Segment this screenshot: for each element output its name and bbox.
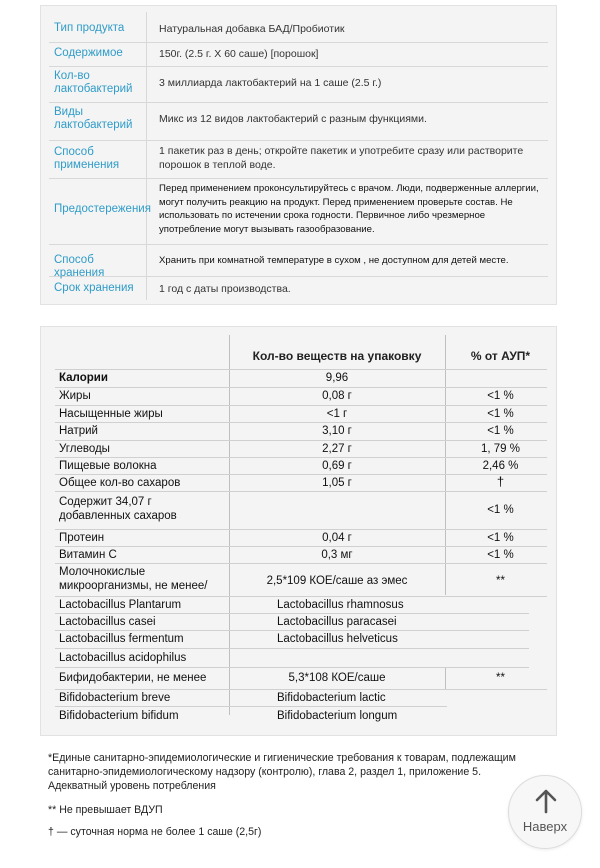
nutrition-row-lactic — [55, 563, 547, 597]
spec-value: Хранить при комнатной температуре в сухом , не доступном для детей месте. — [159, 255, 509, 266]
back-to-top-button[interactable] — [508, 775, 582, 849]
nutrient-amount: 9,96 — [325, 372, 349, 384]
spec-row-contents — [49, 42, 548, 67]
spec-row-storage — [49, 244, 548, 277]
footnote-standards: *Единые санитарно-эпидемиологические и гигиенические требования к товарам, подлежащим санитарно-эпидемиологическому надзору (контролю), глава 2, раздел 1, приложение 5. Адекватный уровень потребления — [48, 752, 516, 792]
spec-row-type — [49, 12, 548, 43]
product-spec-card — [40, 5, 557, 305]
strain-right: Lactobacillus rhamnosus — [277, 599, 404, 611]
strain-right: Bifidobacterium longum — [277, 710, 398, 722]
nutrition-row — [55, 440, 547, 458]
nutrition-row — [55, 529, 547, 547]
nutrition-row — [55, 405, 547, 423]
nutrition-row — [55, 546, 547, 564]
footnote-daily-norm: † — суточная норма не более 1 саше (2,5г) — [48, 826, 262, 838]
nutrition-header — [55, 335, 547, 370]
spec-label: Тип продукта — [54, 22, 125, 34]
nutrient-name: Жиры — [59, 390, 91, 402]
spec-value: Перед применением проконсультируйтесь с врачом. Люди, подверженные аллергии, могут получить реакцию на продукт. Перед применением проверьте состав. Не использовать по истечении срока годности. Первичное либо чрезмерное употребление могут вызывать газообразование. — [159, 183, 539, 235]
nutrition-card — [40, 326, 557, 736]
nutrient-amount: 0,08 г — [322, 390, 352, 402]
nutrient-name: Молочнокислые микроорганизмы, не менее/ — [59, 566, 208, 592]
nutrition-row — [55, 422, 547, 441]
header-amount: Кол-во веществ на упаковку — [252, 349, 422, 363]
strain-left: Lactobacillus acidophilus — [59, 652, 187, 664]
nutrient-amount: 5,3*108 КОЕ/саше — [288, 672, 386, 684]
nutrition-row — [55, 387, 547, 406]
strain-row — [55, 689, 447, 707]
spec-value: 3 миллиарда лактобактерий на 1 саше (2.5 г.) — [159, 77, 382, 89]
strain-row — [55, 706, 447, 726]
nutrition-row — [55, 491, 547, 530]
footnote-vdup: ** Не превышает ВДУП — [48, 804, 163, 816]
nutrient-percent: 2,46 % — [482, 460, 519, 472]
nutrient-name: Содержит 34,07 г добавленных сахаров — [59, 496, 177, 522]
spec-row-shelf-life — [49, 276, 548, 300]
strain-left: Bifidobacterium breve — [59, 692, 171, 704]
nutrient-amount: <1 г — [326, 408, 348, 420]
nutrition-row-calories — [55, 369, 547, 388]
strain-row — [55, 648, 529, 668]
nutrient-percent: <1 % — [487, 549, 514, 561]
nutrient-amount: 1,05 г — [322, 477, 352, 489]
strain-row — [55, 630, 529, 649]
strain-row — [55, 613, 529, 631]
header-percent: % от АУП* — [470, 349, 531, 363]
strain-right: Bifidobacterium lactic — [277, 692, 386, 704]
spec-label: Способ хранения — [54, 254, 105, 279]
nutrient-amount: 2,5*109 КОЕ/саше аз эмес — [266, 575, 408, 587]
strain-row — [55, 596, 529, 614]
spec-label: Виды лактобактерий — [54, 106, 133, 131]
spec-label: Срок хранения — [54, 282, 134, 294]
back-to-top-label: Наверх — [522, 819, 568, 834]
nutrient-name: Насыщенные жиры — [59, 408, 163, 420]
nutrient-name: Пищевые волокна — [59, 460, 157, 472]
spec-row-warnings — [49, 178, 548, 245]
nutrient-percent: <1 % — [487, 408, 514, 420]
nutrient-percent: 1, 79 % — [481, 443, 520, 455]
nutrient-name: Углеводы — [59, 443, 110, 455]
nutrient-name: Натрий — [59, 425, 98, 437]
dagger-mark: † — [496, 474, 505, 489]
spec-label: Предостережения — [54, 203, 151, 215]
nutrient-amount: 2,27 г — [322, 443, 352, 455]
spec-value: 150г. (2.5 г. X 60 саше) [порошок] — [159, 48, 319, 60]
arrow-up-icon — [534, 788, 558, 819]
spec-label: Способ применения — [54, 146, 120, 171]
nutrient-amount: 0,69 г — [322, 460, 352, 472]
spec-value: 1 пакетик раз в день; откройте пакетик и употребите сразу или растворите порошок в теплой воде. — [159, 145, 524, 171]
nutrient-name: Бифидобактерии, не менее — [59, 672, 207, 684]
nutrient-percent: <1 % — [487, 425, 514, 437]
strain-right: Lactobacillus helveticus — [277, 633, 398, 645]
spec-value: 1 год с даты производства. — [159, 283, 291, 295]
spec-row-usage — [49, 140, 548, 179]
nutrient-percent: ** — [496, 575, 505, 587]
strain-left: Lactobacillus fermentum — [59, 633, 184, 645]
nutrient-percent: <1 % — [487, 390, 514, 402]
spec-label: Содержимое — [54, 47, 123, 59]
strain-right: Lactobacillus paracasei — [277, 616, 397, 628]
nutrition-row-bifido — [55, 667, 547, 690]
nutrition-row — [55, 474, 547, 492]
spec-row-lacto-count — [49, 66, 548, 103]
nutrient-percent: <1 % — [487, 504, 514, 516]
strain-left: Lactobacillus Plantarum — [59, 599, 182, 611]
nutrient-percent: ** — [496, 672, 505, 684]
nutrition-row — [55, 457, 547, 475]
spec-row-lacto-types — [49, 102, 548, 141]
nutrient-amount: 3,10 г — [322, 425, 352, 437]
nutrient-name: Калории — [59, 372, 108, 384]
nutrient-name: Общее кол-во сахаров — [59, 477, 181, 489]
nutrient-amount: 0,04 г — [322, 532, 352, 544]
nutrient-name: Витамин С — [59, 549, 117, 561]
spec-label: Кол-во лактобактерий — [54, 70, 133, 95]
strain-left: Lactobacillus casei — [59, 616, 156, 628]
spec-value: Микс из 12 видов лактобактерий с разным функциями. — [159, 113, 427, 125]
nutrient-percent: <1 % — [487, 532, 514, 544]
nutrient-name: Протеин — [59, 532, 105, 544]
spec-value: Натуральная добавка БАД/Пробиотик — [159, 23, 345, 35]
nutrient-amount: 0,3 мг — [321, 549, 353, 561]
strain-left: Bifidobacterium bifidum — [59, 710, 179, 722]
